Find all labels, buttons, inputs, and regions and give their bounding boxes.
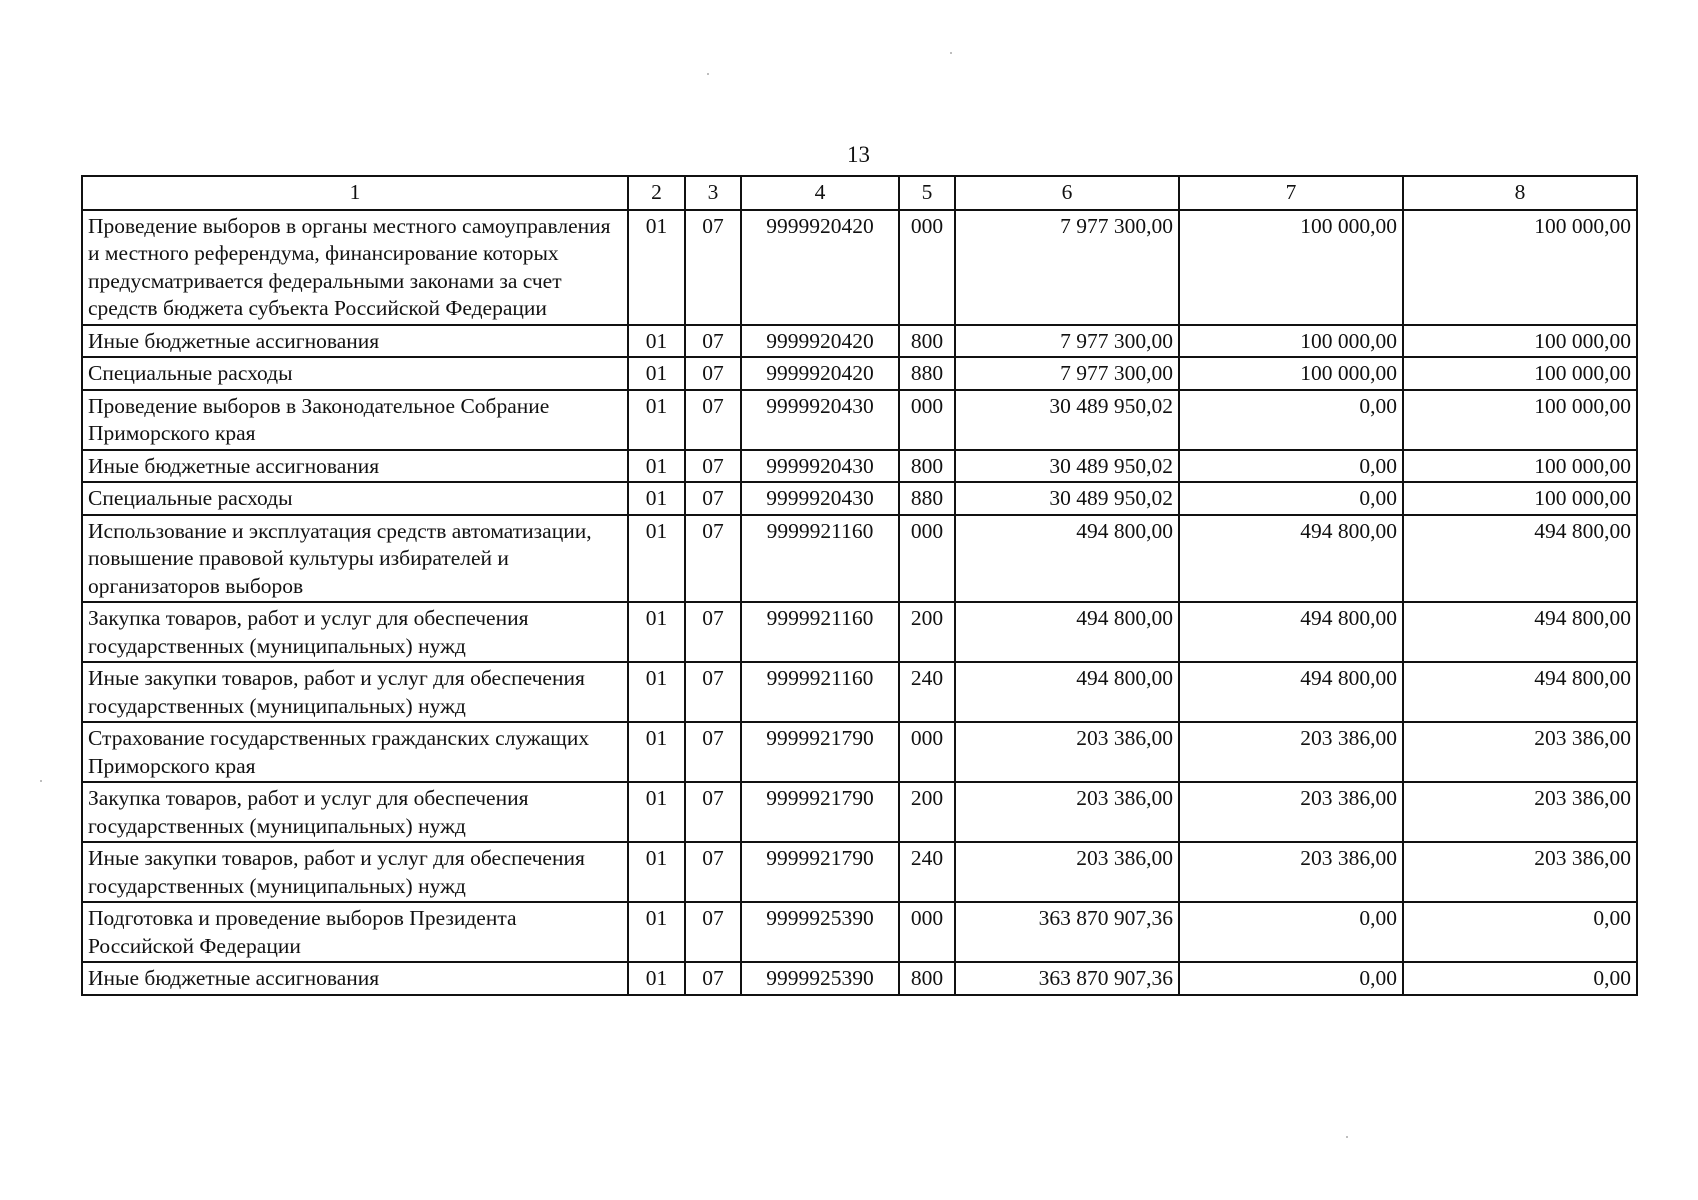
amount-col7: 0,00 <box>1179 962 1403 995</box>
amount-col6: 494 800,00 <box>955 515 1179 603</box>
amount-col6: 203 386,00 <box>955 782 1179 842</box>
amount-col6: 7 977 300,00 <box>955 210 1179 325</box>
column-header: 3 <box>685 176 741 210</box>
target-article-code: 9999920420 <box>741 357 899 390</box>
expense-name: Иные бюджетные ассигнования <box>82 962 628 995</box>
subsection-code: 07 <box>685 662 741 722</box>
target-article-code: 9999921160 <box>741 515 899 603</box>
subsection-code: 07 <box>685 482 741 515</box>
table-row <box>82 842 1637 902</box>
expense-type-code: 800 <box>899 450 955 483</box>
amount-col8: 100 000,00 <box>1403 450 1637 483</box>
amount-col6: 363 870 907,36 <box>955 902 1179 962</box>
scan-speck <box>707 73 709 75</box>
table-row <box>82 482 1637 515</box>
amount-col6: 363 870 907,36 <box>955 962 1179 995</box>
expense-type-code: 800 <box>899 325 955 358</box>
column-header: 4 <box>741 176 899 210</box>
amount-col6: 203 386,00 <box>955 722 1179 782</box>
expense-name: Иные бюджетные ассигнования <box>82 325 628 358</box>
subsection-code: 07 <box>685 602 741 662</box>
subsection-code: 07 <box>685 515 741 603</box>
amount-col8: 0,00 <box>1403 902 1637 962</box>
column-header: 7 <box>1179 176 1403 210</box>
column-header: 5 <box>899 176 955 210</box>
amount-col7: 203 386,00 <box>1179 842 1403 902</box>
subsection-code: 07 <box>685 782 741 842</box>
target-article-code: 9999921790 <box>741 842 899 902</box>
target-article-code: 9999920430 <box>741 450 899 483</box>
expense-name: Иные закупки товаров, работ и услуг для обеспечения государственных (муниципальных) нужд <box>82 662 628 722</box>
amount-col6: 7 977 300,00 <box>955 357 1179 390</box>
expense-name: Иные бюджетные ассигнования <box>82 450 628 483</box>
table-row <box>82 325 1637 358</box>
column-header: 1 <box>82 176 628 210</box>
target-article-code: 9999921160 <box>741 602 899 662</box>
expense-name: Закупка товаров, работ и услуг для обеспечения государственных (муниципальных) нужд <box>82 782 628 842</box>
amount-col7: 494 800,00 <box>1179 602 1403 662</box>
table-row <box>82 357 1637 390</box>
section-code: 01 <box>628 515 685 603</box>
target-article-code: 9999921160 <box>741 662 899 722</box>
expense-type-code: 000 <box>899 515 955 603</box>
subsection-code: 07 <box>685 390 741 450</box>
table-row <box>82 515 1637 603</box>
expense-name: Использование и эксплуатация средств автоматизации, повышение правовой культуры избирателей и организаторов выборов <box>82 515 628 603</box>
amount-col7: 494 800,00 <box>1179 662 1403 722</box>
budget-table <box>81 175 1638 996</box>
table-row <box>82 902 1637 962</box>
subsection-code: 07 <box>685 842 741 902</box>
section-code: 01 <box>628 722 685 782</box>
section-code: 01 <box>628 842 685 902</box>
subsection-code: 07 <box>685 357 741 390</box>
expense-name: Проведение выборов в органы местного самоуправления и местного референдума, финансирование которых предусматривается федеральными законами за счет средств бюджета субъекта Российской Федерации <box>82 210 628 325</box>
subsection-code: 07 <box>685 722 741 782</box>
amount-col8: 100 000,00 <box>1403 482 1637 515</box>
amount-col8: 203 386,00 <box>1403 722 1637 782</box>
target-article-code: 9999920430 <box>741 482 899 515</box>
amount-col8: 494 800,00 <box>1403 515 1637 603</box>
amount-col8: 494 800,00 <box>1403 602 1637 662</box>
amount-col6: 30 489 950,02 <box>955 390 1179 450</box>
scan-speck <box>1346 1136 1348 1138</box>
expense-type-code: 200 <box>899 782 955 842</box>
expense-type-code: 240 <box>899 842 955 902</box>
amount-col6: 30 489 950,02 <box>955 482 1179 515</box>
table-row <box>82 210 1637 325</box>
amount-col8: 100 000,00 <box>1403 357 1637 390</box>
section-code: 01 <box>628 902 685 962</box>
expense-type-code: 000 <box>899 902 955 962</box>
target-article-code: 9999920420 <box>741 325 899 358</box>
target-article-code: 9999921790 <box>741 722 899 782</box>
amount-col7: 0,00 <box>1179 390 1403 450</box>
expense-type-code: 880 <box>899 482 955 515</box>
target-article-code: 9999921790 <box>741 782 899 842</box>
expense-type-code: 000 <box>899 210 955 325</box>
amount-col8: 100 000,00 <box>1403 390 1637 450</box>
amount-col6: 7 977 300,00 <box>955 325 1179 358</box>
expense-type-code: 800 <box>899 962 955 995</box>
amount-col7: 100 000,00 <box>1179 325 1403 358</box>
target-article-code: 9999925390 <box>741 962 899 995</box>
target-article-code: 9999920420 <box>741 210 899 325</box>
expense-name: Закупка товаров, работ и услуг для обеспечения государственных (муниципальных) нужд <box>82 602 628 662</box>
column-header: 6 <box>955 176 1179 210</box>
amount-col7: 0,00 <box>1179 450 1403 483</box>
section-code: 01 <box>628 325 685 358</box>
amount-col7: 0,00 <box>1179 482 1403 515</box>
amount-col8: 494 800,00 <box>1403 662 1637 722</box>
expense-name: Специальные расходы <box>82 482 628 515</box>
subsection-code: 07 <box>685 450 741 483</box>
page-number: 13 <box>847 142 870 167</box>
amount-col7: 100 000,00 <box>1179 210 1403 325</box>
column-header: 8 <box>1403 176 1637 210</box>
amount-col8: 203 386,00 <box>1403 842 1637 902</box>
section-code: 01 <box>628 210 685 325</box>
amount-col7: 203 386,00 <box>1179 782 1403 842</box>
subsection-code: 07 <box>685 325 741 358</box>
table-row <box>82 962 1637 995</box>
section-code: 01 <box>628 662 685 722</box>
scan-speck <box>950 52 952 54</box>
section-code: 01 <box>628 390 685 450</box>
expense-type-code: 240 <box>899 662 955 722</box>
expense-type-code: 200 <box>899 602 955 662</box>
expense-type-code: 000 <box>899 722 955 782</box>
target-article-code: 9999925390 <box>741 902 899 962</box>
table-row <box>82 390 1637 450</box>
subsection-code: 07 <box>685 902 741 962</box>
subsection-code: 07 <box>685 210 741 325</box>
amount-col6: 30 489 950,02 <box>955 450 1179 483</box>
amount-col7: 494 800,00 <box>1179 515 1403 603</box>
amount-col7: 100 000,00 <box>1179 357 1403 390</box>
table-row <box>82 782 1637 842</box>
amount-col6: 494 800,00 <box>955 662 1179 722</box>
section-code: 01 <box>628 602 685 662</box>
amount-col6: 203 386,00 <box>955 842 1179 902</box>
expense-name: Проведение выборов в Законодательное Собрание Приморского края <box>82 390 628 450</box>
section-code: 01 <box>628 450 685 483</box>
section-code: 01 <box>628 357 685 390</box>
section-code: 01 <box>628 482 685 515</box>
subsection-code: 07 <box>685 962 741 995</box>
amount-col8: 100 000,00 <box>1403 210 1637 325</box>
amount-col7: 0,00 <box>1179 902 1403 962</box>
amount-col7: 203 386,00 <box>1179 722 1403 782</box>
section-code: 01 <box>628 962 685 995</box>
table-row <box>82 450 1637 483</box>
amount-col8: 0,00 <box>1403 962 1637 995</box>
expense-name: Специальные расходы <box>82 357 628 390</box>
expense-type-code: 880 <box>899 357 955 390</box>
expense-name: Страхование государственных гражданских служащих Приморского края <box>82 722 628 782</box>
scan-speck <box>40 780 42 782</box>
target-article-code: 9999920430 <box>741 390 899 450</box>
column-header: 2 <box>628 176 685 210</box>
amount-col8: 100 000,00 <box>1403 325 1637 358</box>
table-row <box>82 722 1637 782</box>
expense-type-code: 000 <box>899 390 955 450</box>
expense-name: Иные закупки товаров, работ и услуг для обеспечения государственных (муниципальных) нужд <box>82 842 628 902</box>
amount-col8: 203 386,00 <box>1403 782 1637 842</box>
amount-col6: 494 800,00 <box>955 602 1179 662</box>
table-row <box>82 662 1637 722</box>
expense-name: Подготовка и проведение выборов Президента Российской Федерации <box>82 902 628 962</box>
table-row <box>82 602 1637 662</box>
section-code: 01 <box>628 782 685 842</box>
column-number-row <box>82 176 1637 210</box>
